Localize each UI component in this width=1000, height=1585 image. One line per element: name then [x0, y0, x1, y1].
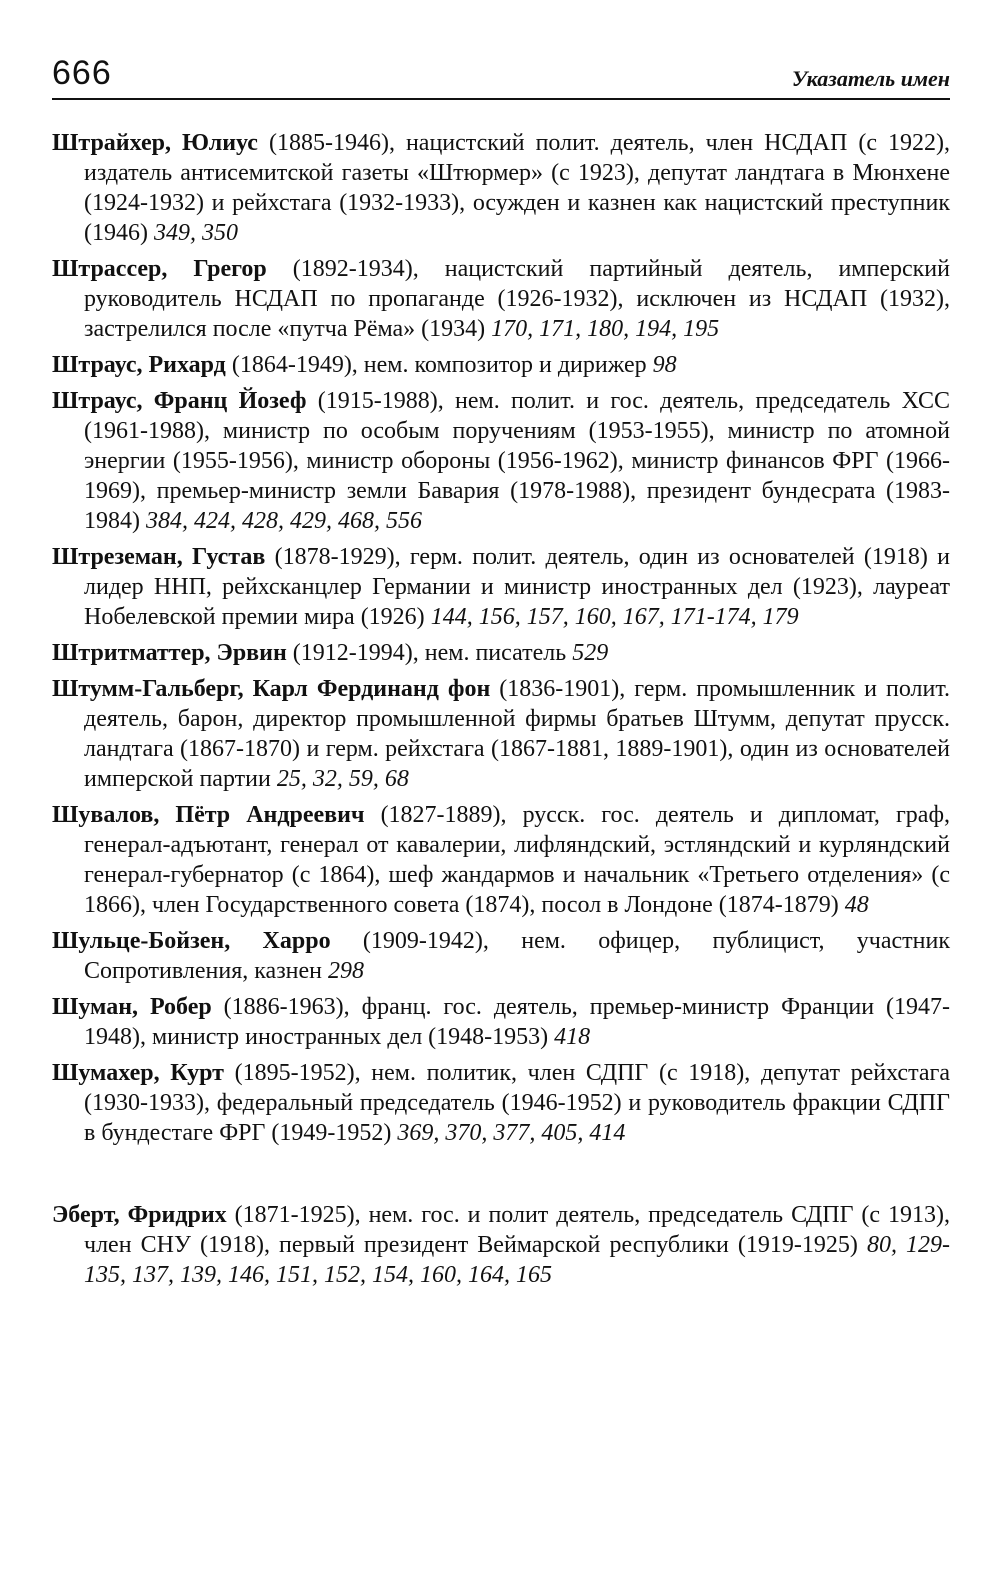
index-entry [52, 386, 950, 536]
entry-name: Шувалов, Пётр Андреевич [52, 802, 365, 828]
name-index [52, 128, 950, 1296]
index-entry [52, 638, 950, 668]
entry-name: Штрассер, Грегор [52, 256, 267, 282]
entry-description: (1892-1934), нацистский партийный деятель, имперский руководитель НСДАП по пропаганде (1926-1932), исключен из НСДАП (1932), застрелился после «путча Рёма» (1934) [84, 256, 950, 342]
entry-name: Шульце-Бойзен, Харро [52, 928, 331, 954]
entry-name: Шумахер, Курт [52, 1060, 224, 1086]
entry-pages: 529 [572, 640, 609, 666]
index-entry [52, 674, 950, 794]
entry-description: (1886-1963), франц. гос. деятель, премьер-министр Франции (1947-1948), министр иностранных дел (1948-1953) [84, 994, 950, 1050]
entry-pages: 80, 129-135, 137, 139, 146, 151, 152, 154, 160, 164, 165 [84, 1232, 950, 1288]
entry-name: Штумм-Гальберг, Карл Фердинанд фон [52, 676, 491, 702]
index-entry [52, 1058, 950, 1148]
entry-description: (1885-1946), нацистский полит. деятель, член НСДАП (с 1922), издатель антисемитской газеты «Штюрмер» (с 1923), депутат ландтага в Мюнхене (1924-1932) и рейхстага (1932-1933), осужден и казнен как нацистский преступник (1946) [84, 130, 951, 246]
entry-pages: 369, 370, 377, 405, 414 [397, 1120, 626, 1146]
entry-name: Штритматтер, Эрвин [52, 640, 287, 666]
index-entry [52, 926, 950, 986]
entry-name: Штреземан, Густав [52, 544, 266, 570]
entry-description: (1871-1925), нем. гос. и полит деятель, председатель СДПГ (с 1913), член СНУ (1918), первый президент Веймарской республики (1919-1925) [84, 1202, 950, 1258]
entry-description: (1878-1929), герм. полит. деятель, один из основателей (1918) и лидер ННП, рейхсканцлер Германии и министр иностранных дел (1923), лауреат Нобелевской премии мира (1926) [84, 544, 951, 630]
entry-description: (1912-1994), нем. писатель [292, 640, 567, 666]
entry-pages: 418 [554, 1024, 591, 1050]
entry-description: (1836-1901), герм. промышленник и полит. деятель, барон, директор промышленной фирмы братьев Штумм, депутат прусск. ландтага (1867-1870) и герм. рейхстага (1867-1881, 1889-1901), один из основателей имперской партии [84, 676, 951, 792]
entry-name: Эберт, Фридрих [52, 1202, 227, 1228]
entry-pages: 98 [652, 352, 677, 378]
entry-description: (1895-1952), нем. политик, член СДПГ (с 1918), депутат рейхстага (1930-1933), федеральный председатель (1946-1952) и руководитель фракции СДПГ в бундестаге ФРГ (1949-1952) [84, 1060, 951, 1146]
running-title: Указатель имен [791, 66, 950, 91]
entry-description: (1915-1988), нем. полит. и гос. деятель, председатель ХСС (1961-1988), министр по особым поручениям (1953-1955), министр по атомной энергии (1955-1956), министр обороны (1956-1962), министр финансов ФРГ (1966-1969), премьер-министр земли Бавария (1978-1988), президент бундесрата (1983-1984) [84, 388, 951, 534]
entry-pages: 144, 156, 157, 160, 167, 171-174, 179 [430, 604, 799, 630]
entry-name: Шуман, Робер [52, 994, 212, 1020]
index-entry [52, 254, 950, 344]
entry-name: Штраус, Франц Йозеф [52, 388, 307, 414]
index-entry [52, 350, 950, 380]
entry-name: Штраус, Рихард [52, 352, 226, 378]
entry-name: Штрайхер, Юлиус [52, 130, 258, 156]
entry-pages: 170, 171, 180, 194, 195 [491, 316, 720, 342]
page-header [52, 52, 950, 100]
entry-pages: 384, 424, 428, 429, 468, 556 [146, 508, 422, 534]
index-entry [52, 542, 950, 632]
index-entry [52, 800, 950, 920]
entry-description: (1827-1889), русск. гос. деятель и дипломат, граф, генерал-адъютант, генерал от кавалерии, лифляндский, эстляндский и курляндский генерал-губернатор (с 1864), шеф жандармов и начальник «Третьего отделения» (с 1866), член Государственного совета (1874), посол в Лондоне (1874-1879) [84, 802, 951, 918]
page-number: 666 [52, 54, 112, 92]
entry-pages: 298 [328, 958, 365, 984]
index-entry [52, 1200, 950, 1290]
entry-description: (1864-1949), нем. композитор и дирижер [231, 352, 647, 378]
entry-pages: 349, 350 [153, 220, 238, 246]
entry-description: (1909-1942), нем. офицер, публицист, участник Сопротивления, казнен [84, 928, 951, 984]
index-entry [52, 128, 950, 248]
entry-pages: 48 [844, 892, 869, 918]
index-entry [52, 992, 950, 1052]
entry-pages: 25, 32, 59, 68 [276, 766, 409, 792]
